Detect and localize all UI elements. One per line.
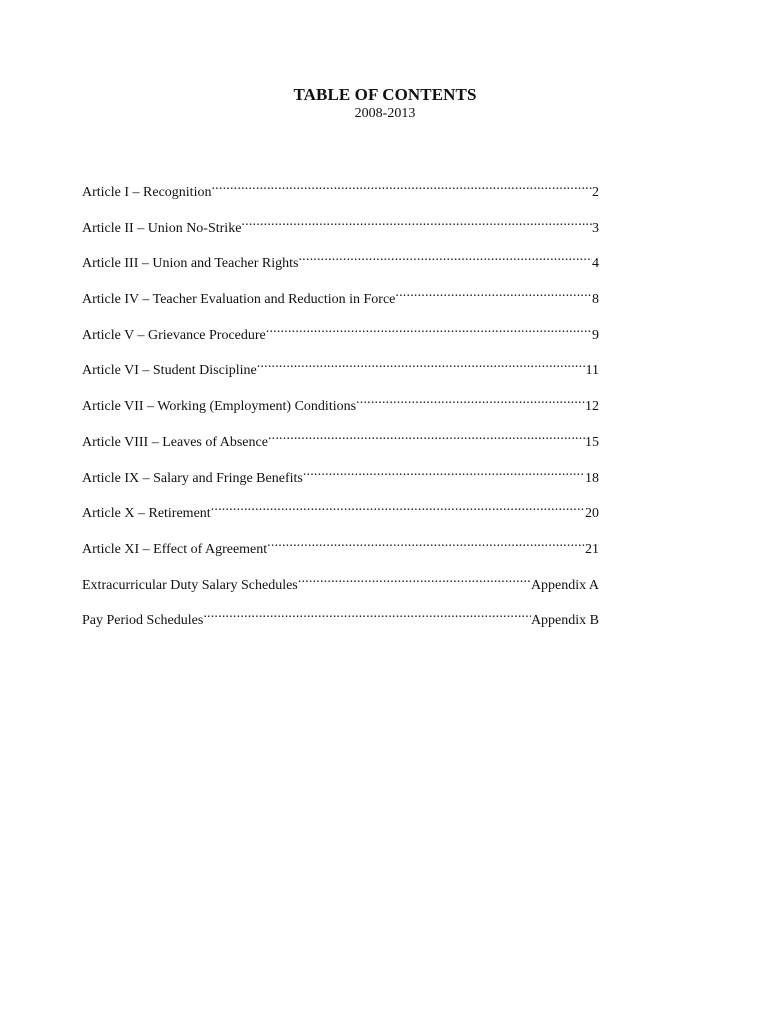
toc-entry bbox=[82, 604, 599, 640]
toc-dot-leader bbox=[266, 319, 592, 339]
toc-entry-page: 18 bbox=[585, 470, 599, 486]
toc-entry bbox=[82, 390, 599, 426]
toc-entry bbox=[82, 533, 599, 569]
toc-dot-leader bbox=[298, 247, 592, 267]
toc-dot-leader bbox=[211, 176, 592, 196]
toc-dot-leader bbox=[203, 604, 531, 624]
toc-entry-page: 21 bbox=[585, 541, 599, 557]
toc-entry bbox=[82, 176, 599, 212]
toc-entry-page: 11 bbox=[585, 363, 599, 379]
toc-entry-label: Pay Period Schedules bbox=[82, 613, 204, 629]
toc-entry-label: Article IX – Salary and Fringe Benefits bbox=[82, 470, 303, 486]
toc-entry-label: Article II – Union No-Strike bbox=[82, 220, 242, 236]
toc-entry-page: 15 bbox=[585, 434, 599, 450]
toc-entry-label: Extracurricular Duty Salary Schedules bbox=[82, 577, 298, 593]
toc-entry-page: 2 bbox=[592, 185, 599, 200]
toc-entry-label: Article III – Union and Teacher Rights bbox=[82, 256, 299, 272]
toc-dot-leader bbox=[267, 533, 585, 553]
toc-entry bbox=[82, 212, 599, 248]
toc-entry bbox=[82, 569, 599, 605]
toc-entry-label: Article X – Retirement bbox=[82, 506, 211, 522]
table-of-contents bbox=[82, 176, 599, 640]
toc-entry-label: Article IV – Teacher Evaluation and Reduction in Force bbox=[82, 292, 396, 308]
toc-entry-label: Article VI – Student Discipline bbox=[82, 363, 257, 379]
toc-entry bbox=[82, 497, 599, 533]
toc-entry-page: 12 bbox=[585, 399, 599, 415]
toc-dot-leader bbox=[303, 462, 585, 482]
toc-dot-leader bbox=[257, 354, 586, 374]
toc-entry-page: 3 bbox=[592, 220, 599, 236]
toc-entry-label: Article VIII – Leaves of Absence bbox=[82, 434, 268, 450]
toc-entry bbox=[82, 462, 599, 498]
toc-entry bbox=[82, 247, 599, 283]
toc-entry bbox=[82, 426, 599, 462]
toc-entry-page: 4 bbox=[592, 256, 599, 272]
toc-entry bbox=[82, 319, 599, 355]
toc-entry-page: Appendix B bbox=[530, 613, 599, 629]
toc-entry bbox=[82, 354, 599, 390]
toc-entry-page: Appendix A bbox=[530, 577, 599, 593]
toc-entry-page: 9 bbox=[592, 327, 599, 343]
toc-dot-leader bbox=[241, 212, 592, 232]
toc-dot-leader bbox=[395, 283, 592, 303]
page-title: TABLE OF CONTENTS bbox=[293, 85, 477, 104]
toc-entry-label: Article VII – Working (Employment) Conditions bbox=[82, 399, 357, 415]
toc-entry-label: Article XI – Effect of Agreement bbox=[82, 541, 268, 557]
toc-entry-page: 20 bbox=[585, 506, 599, 522]
toc-dot-leader bbox=[356, 390, 585, 410]
toc-dot-leader bbox=[211, 497, 585, 517]
toc-dot-leader bbox=[298, 569, 531, 589]
toc-entry-label: Article V – Grievance Procedure bbox=[82, 327, 266, 343]
page-subtitle: 2008-2013 bbox=[354, 106, 416, 121]
toc-dot-leader bbox=[268, 426, 585, 446]
toc-entry-page: 8 bbox=[592, 292, 599, 308]
toc-entry-label: Article I – Recognition bbox=[82, 185, 212, 200]
toc-entry bbox=[82, 283, 599, 319]
